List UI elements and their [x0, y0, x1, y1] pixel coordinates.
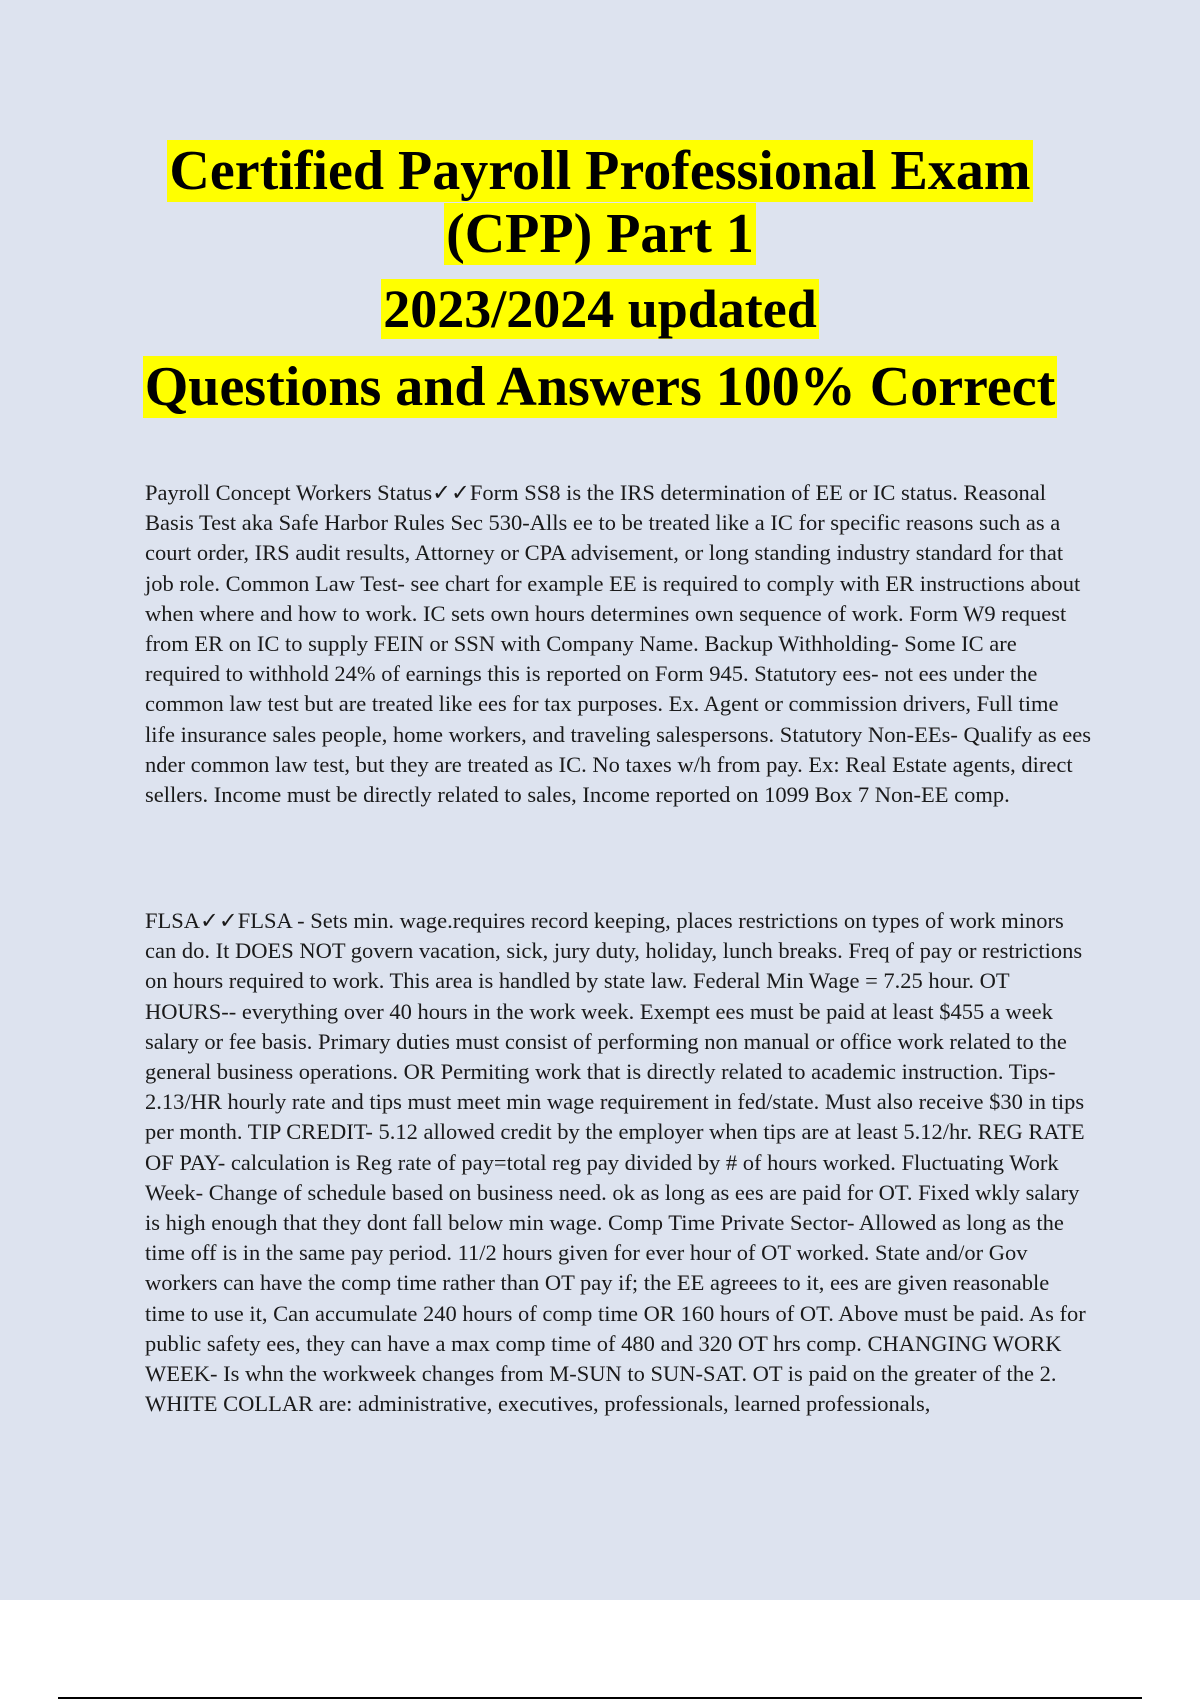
- document-title: [0, 140, 1200, 419]
- title-line-1: [0, 140, 1200, 203]
- title-line-2-text: (CPP) Part 1: [446, 202, 754, 265]
- section-flsa: FLSA✓✓FLSA - Sets min. wage.requires record keeping, places restrictions on types of work minors can do. It DOES NOT govern vacation, sick, jury duty, holiday, lunch breaks. Freq of pay or restrictions on hours required to work. This area is handled by state law. Federal Min Wage = 7.25 hour. OT HOURS-- everything over 40 hours in the work week. Exempt ees must be paid at least $455 a week salary or fee basis. Primary duties must consist of performing non manual or office work related to the general business operations. OR Permiting work that is directly related to academic instruction. Tips- 2.13/HR hourly rate and tips must meet min wage requirement in fed/state. Must also receive $30 in tips per month. TIP CREDIT- 5.12 allowed credit by the employer when tips are at least 5.12/hr. REG RATE OF PAY- calculation is Reg rate of pay=total reg pay divided by # of hours worked. Fluctuating Work Week- Change of schedule based on business need. ok as long as ees are paid for OT. Fixed wkly salary is high enough that they dont fall below min wage. Comp Time Private Sector- Allowed as long as the time off is in the same pay period. 11/2 hours given for ever hour of OT worked. State and/or Gov workers can have the comp time rather than OT pay if; the EE agreees to it, ees are given reasonable time to use it, Can accumulate 240 hours of comp time OR 160 hours of OT. Above must be paid. As for public safety ees, they can have a max comp time of 480 and 320 OT hrs comp. CHANGING WORK WEEK- Is whn the workweek changes from M-SUN to SUN-SAT. OT is paid on the greater of the 2. WHITE COLLAR are: administrative, executives, professionals, learned professionals,: [145, 908, 1086, 1417]
- title-line-3-text: 2023/2024 updated: [383, 279, 817, 340]
- title-line-1-text: Certified Payroll Professional Exam: [169, 140, 1031, 202]
- title-line-3: [0, 279, 1200, 339]
- section-workers-status: Payroll Concept Workers Status✓✓Form SS8 is the IRS determination of EE or IC status. Reasonal Basis Test aka Safe Harbor Rules Sec 530-Alls ee to be treated like a IC for specific reasons such as a court order, IRS audit results, Attorney or CPA advisement, or long standing industry standard for that job role. Common Law Test- see chart for example EE is required to comply with ER instructions about when where and how to work. IC sets own hours determines own sequence of work. Form W9 request from ER on IC to supply FEIN or SSN with Company Name. Backup Withholding- Some IC are required to withhold 24% of earnings this is reported on Form 945. Statutory ees- not ees under the common law test but are treated like ees for tax purposes. Ex. Agent or commission drivers, Full time life insurance sales people, home workers, and traveling salespersons. Statutory Non-EEs- Qualify as ees nder common law test, but they are treated as IC. No taxes w/h from pay. Ex: Real Estate agents, direct sellers. Income must be directly related to sales, Income reported on 1099 Box 7 Non-EE comp.: [145, 480, 1091, 808]
- page-divider: [58, 1697, 1142, 1699]
- title-line-4-text: Questions and Answers 100% Correct: [144, 355, 1056, 418]
- title-line-2: [0, 203, 1200, 266]
- title-line-4: [0, 356, 1200, 419]
